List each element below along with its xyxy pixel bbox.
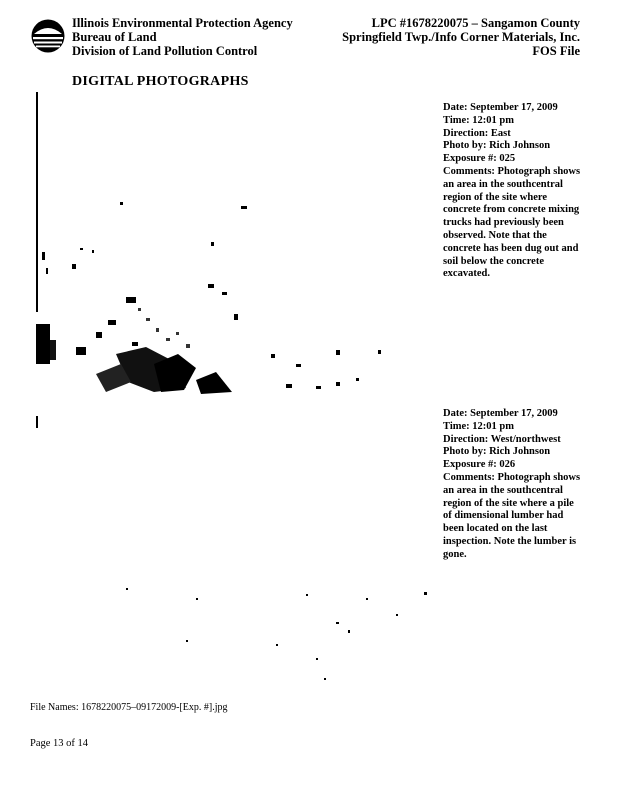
photo-comments: Comments: Photograph shows an area in the southcentral region of the site where concrete from concrete mixing trucks had previously been observed. Note that the concrete has been dug out and soil below the concrete excavated. <box>443 165 581 280</box>
photo-1-caption <box>443 102 583 281</box>
document-title: DIGITAL PHOTOGRAPHS <box>72 74 249 89</box>
photo-direction: Direction: East <box>443 127 511 139</box>
photo-time: Time: 12:01 pm <box>443 114 514 126</box>
photo-2-caption <box>443 408 583 562</box>
agency-name: Illinois Environmental Protection Agency <box>72 16 293 30</box>
photo-direction: Direction: West/northwest <box>443 433 561 445</box>
photograph-1 <box>36 92 431 394</box>
photograph-2 <box>36 408 431 698</box>
photo-comments: Comments: Photograph shows an area in the southcentral region of the site where a pile of dimensional lumber had been located on the last inspection. Note the lumber is gone. <box>443 471 581 560</box>
photo-photographer: Photo by: Rich Johnson <box>443 446 551 458</box>
photo-exposure: Exposure #: 025 <box>443 153 516 165</box>
photo-exposure: Exposure #: 026 <box>443 459 516 471</box>
agency-block <box>72 16 293 58</box>
bureau-name: Bureau of Land <box>72 30 157 44</box>
photo-photographer: Photo by: Rich Johnson <box>443 140 551 152</box>
site-name: Springfield Twp./Info Corner Materials, Inc. <box>342 30 580 44</box>
file-type: FOS File <box>532 44 580 58</box>
division-name: Division of Land Pollution Control <box>72 44 258 58</box>
agency-logo-icon <box>30 18 66 54</box>
case-block <box>342 16 580 58</box>
page-number: Page 13 of 14 <box>30 738 89 749</box>
photo-date: Date: September 17, 2009 <box>443 408 558 419</box>
photo-time: Time: 12:01 pm <box>443 420 514 432</box>
photo-date: Date: September 17, 2009 <box>443 102 558 113</box>
file-names: File Names: 1678220075–09172009-[Exp. #].jpg <box>30 702 228 713</box>
case-number: LPC #1678220075 – Sangamon County <box>371 16 580 30</box>
